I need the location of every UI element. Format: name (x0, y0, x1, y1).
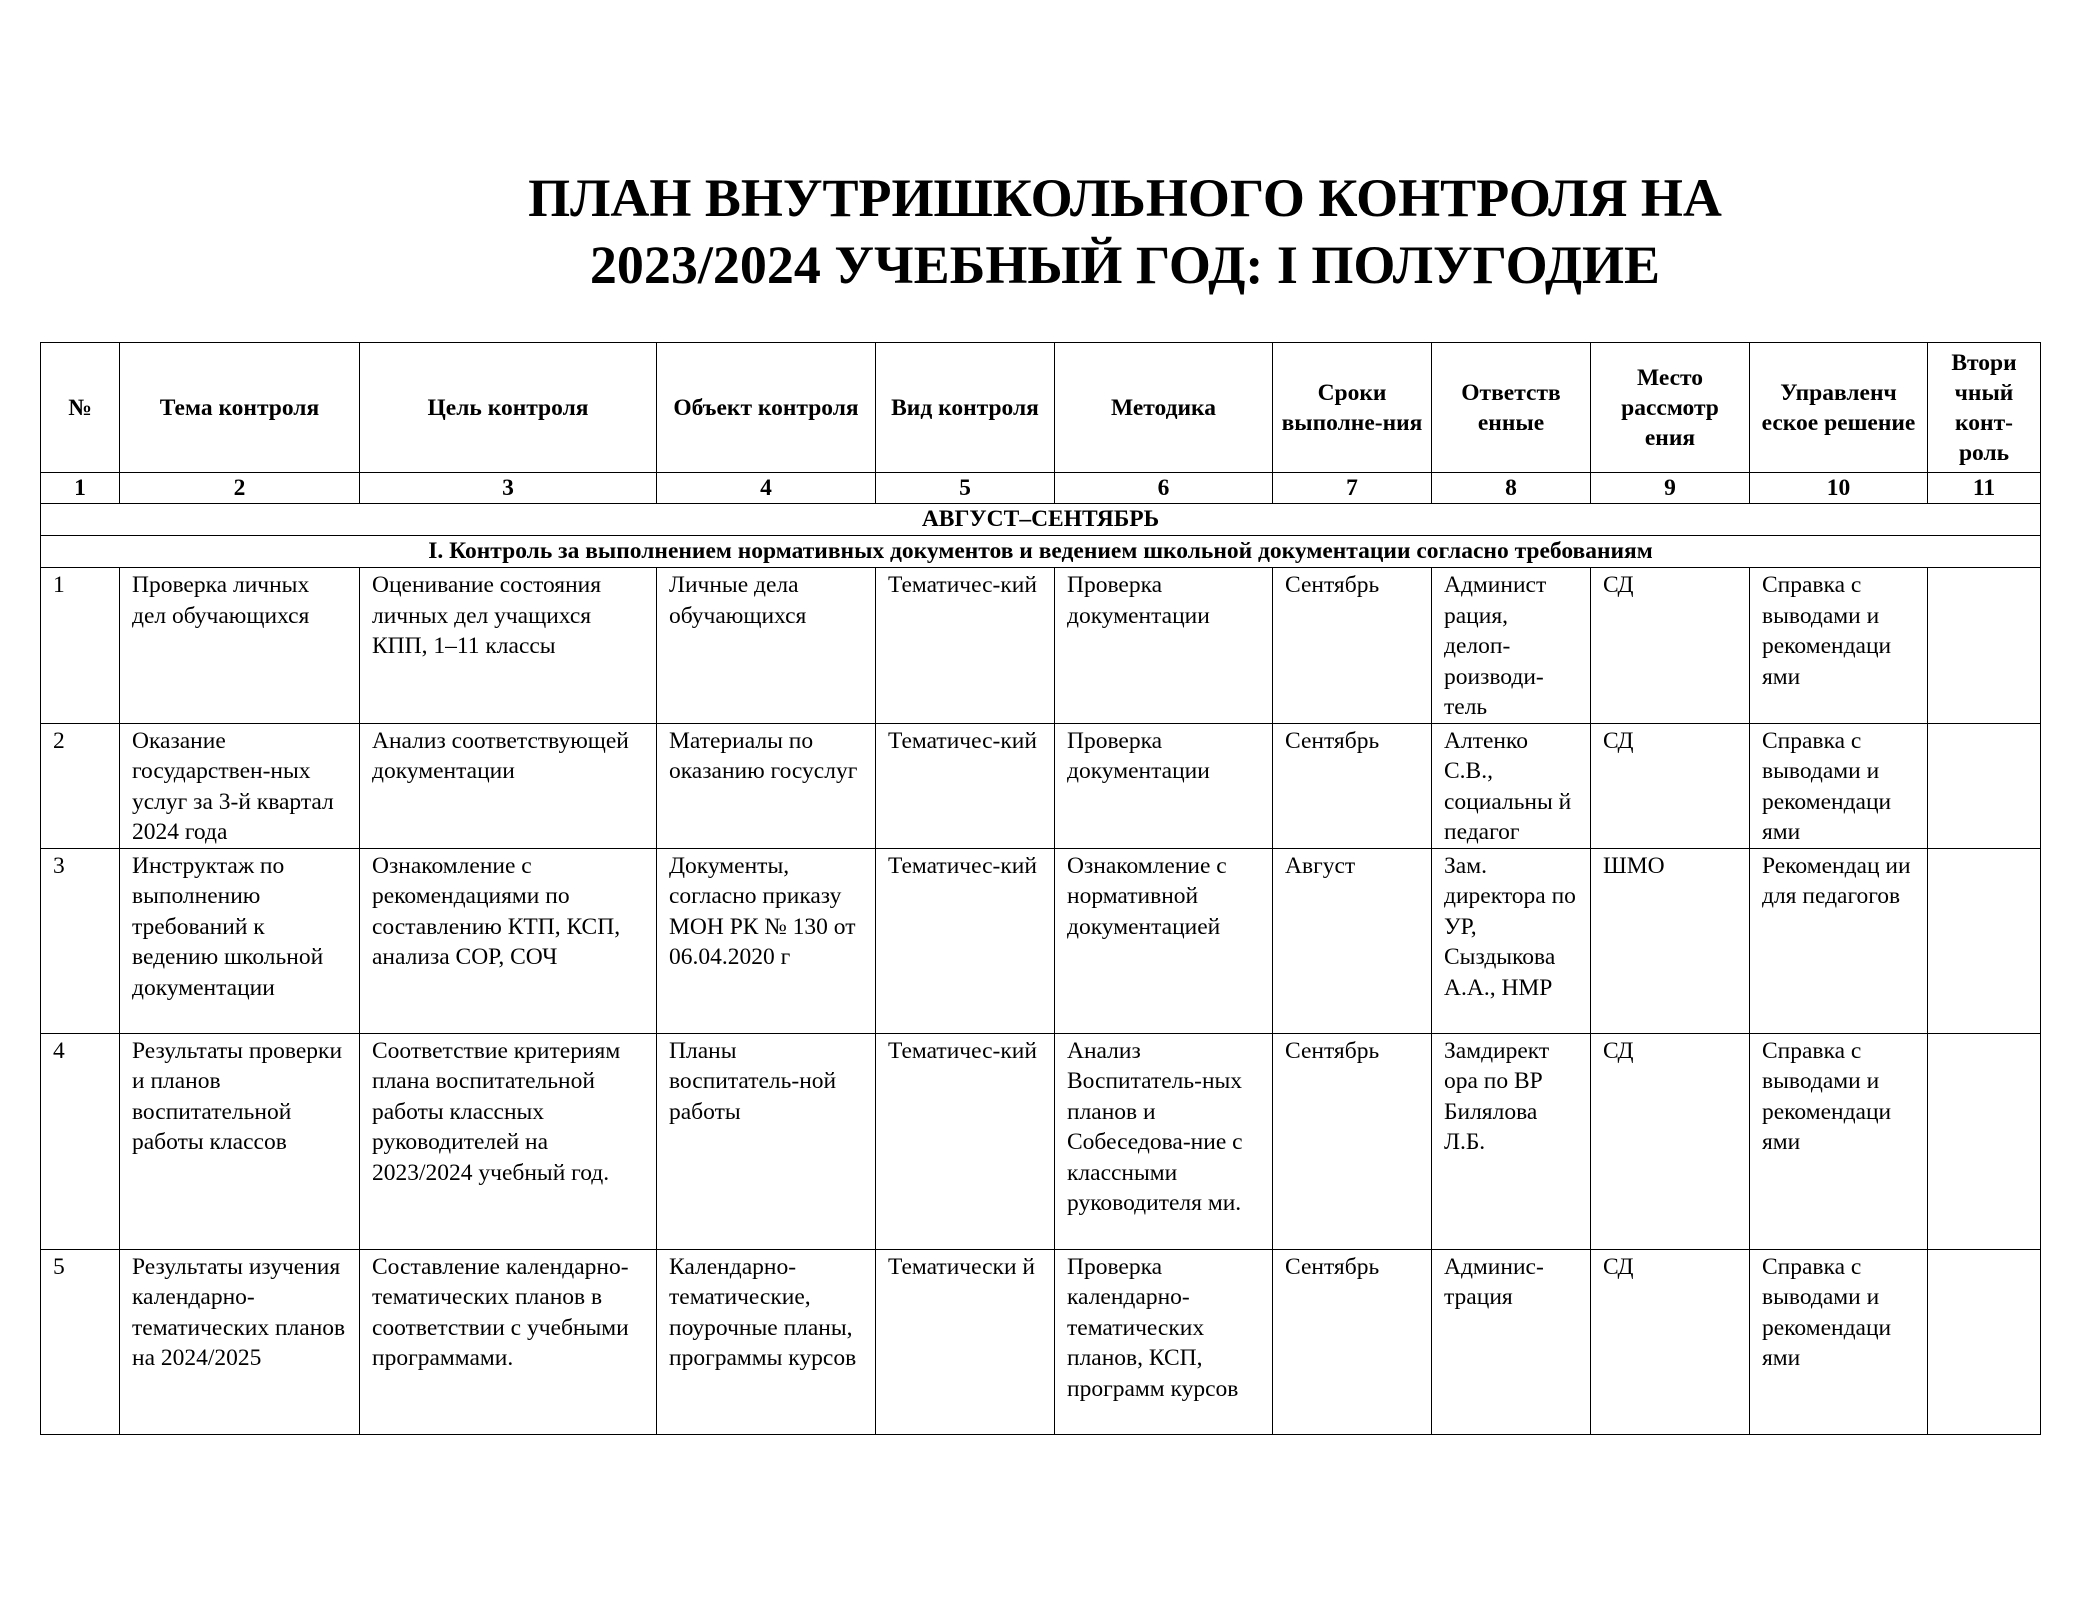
cell-method: Проверка документации (1055, 568, 1273, 724)
header-no: № (41, 343, 120, 473)
cell-place: СД (1591, 1033, 1750, 1249)
header-decision: Управленч еское решение (1750, 343, 1928, 473)
row-number: 1 (41, 568, 120, 724)
cell-object: Календарно-тематические, поурочные планы, программы курсов (657, 1249, 876, 1434)
cell-goal: Оценивание состояния личных дел учащихся КПП, 1–11 классы (360, 568, 657, 724)
header-kind: Вид контроля (876, 343, 1055, 473)
cell-goal: Соответствие критериям плана воспитательной работы классных руководителей на 2023/2024 учебный год. (360, 1033, 657, 1249)
month-row (41, 504, 2041, 536)
row-number: 5 (41, 1249, 120, 1434)
cell-method: Проверка документации (1055, 723, 1273, 848)
cell-deadline: Сентябрь (1273, 568, 1432, 724)
cell-deadline: Сентябрь (1273, 1033, 1432, 1249)
cell-object: Планы воспитатель-ной работы (657, 1033, 876, 1249)
title-line-2: 2023/2024 УЧЕБНЫЙ ГОД: I ПОЛУГОДИЕ (589, 235, 1661, 295)
cell-place: СД (1591, 568, 1750, 724)
row-number: 3 (41, 848, 120, 1033)
cell-goal: Анализ соответствующей документации (360, 723, 657, 848)
cell-object: Личные дела обучающихся (657, 568, 876, 724)
cell-topic: Оказание государствен-ных услуг за 3-й квартал 2024 года (120, 723, 360, 848)
cell-topic: Проверка личных дел обучающихся (120, 568, 360, 724)
column-number: 2 (120, 473, 360, 504)
cell-object: Документы, согласно приказу МОН РК № 130 от 06.04.2020 г (657, 848, 876, 1033)
cell-deadline: Сентябрь (1273, 723, 1432, 848)
section-row (41, 536, 2041, 568)
cell-topic: Результаты проверки и планов воспитательной работы классов (120, 1033, 360, 1249)
cell-topic: Результаты изучения календарно-тематических планов на 2024/2025 (120, 1249, 360, 1434)
column-number: 10 (1750, 473, 1928, 504)
column-number: 1 (41, 473, 120, 504)
cell-method: Анализ Воспитатель-ных планов и Собеседова-ние с классными руководителя ми. (1055, 1033, 1273, 1249)
cell-responsible: Админис-трация (1432, 1249, 1591, 1434)
cell-object: Материалы по оказанию госуслуг (657, 723, 876, 848)
cell-deadline: Август (1273, 848, 1432, 1033)
cell-place: СД (1591, 723, 1750, 848)
column-number: 11 (1928, 473, 2041, 504)
header-secondary: Втори чный конт-роль (1928, 343, 2041, 473)
control-plan-table (40, 342, 2041, 1435)
cell-secondary (1928, 848, 2041, 1033)
row-number: 2 (41, 723, 120, 848)
header-goal: Цель контроля (360, 343, 657, 473)
row-number: 4 (41, 1033, 120, 1249)
cell-responsible: Зам. директора по УР, Сыздыкова А.А., НМР (1432, 848, 1591, 1033)
header-method: Методика (1055, 343, 1273, 473)
header-responsible: Ответств енные (1432, 343, 1591, 473)
page-title (440, 165, 1810, 299)
column-number: 9 (1591, 473, 1750, 504)
section-label: I. Контроль за выполнением нормативных документов и ведением школьной документации согласно требованиям (41, 536, 2041, 568)
cell-kind: Тематичес-кий (876, 1033, 1055, 1249)
cell-deadline: Сентябрь (1273, 1249, 1432, 1434)
cell-responsible: Алтенко С.В., социальны й педагог (1432, 723, 1591, 848)
cell-decision: Справка с выводами и рекомендаци ями (1750, 568, 1928, 724)
cell-secondary (1928, 1033, 2041, 1249)
cell-secondary (1928, 1249, 2041, 1434)
cell-kind: Тематичес-кий (876, 723, 1055, 848)
title-line-1: ПЛАН ВНУТРИШКОЛЬНОГО КОНТРОЛЯ НА (528, 168, 1722, 228)
month-label: АВГУСТ–СЕНТЯБРЬ (41, 504, 2041, 536)
column-number: 3 (360, 473, 657, 504)
cell-secondary (1928, 568, 2041, 724)
header-topic: Тема контроля (120, 343, 360, 473)
cell-place: ШМО (1591, 848, 1750, 1033)
cell-decision: Справка с выводами и рекомендаци ями (1750, 723, 1928, 848)
cell-responsible: Админист рация, делоп-роизводи-тель (1432, 568, 1591, 724)
column-number: 7 (1273, 473, 1432, 504)
cell-place: СД (1591, 1249, 1750, 1434)
cell-decision: Рекомендац ии для педагогов (1750, 848, 1928, 1033)
cell-topic: Инструктаж по выполнению требований к ведению школьной документации (120, 848, 360, 1033)
column-number: 4 (657, 473, 876, 504)
column-number: 6 (1055, 473, 1273, 504)
cell-decision: Справка с выводами и рекомендаци ями (1750, 1249, 1928, 1434)
cell-goal: Составление календарно-тематических планов в соответствии с учебными программами. (360, 1249, 657, 1434)
header-row (41, 343, 2041, 473)
table-row (41, 1249, 2041, 1434)
column-number: 8 (1432, 473, 1591, 504)
cell-secondary (1928, 723, 2041, 848)
table-row (41, 568, 2041, 724)
header-place: Место рассмотр ения (1591, 343, 1750, 473)
header-object: Объект контроля (657, 343, 876, 473)
cell-decision: Справка с выводами и рекомендаци ями (1750, 1033, 1928, 1249)
column-number: 5 (876, 473, 1055, 504)
cell-responsible: Замдирект ора по ВР Билялова Л.Б. (1432, 1033, 1591, 1249)
column-number-row (41, 473, 2041, 504)
header-deadline: Сроки выполне-ния (1273, 343, 1432, 473)
cell-kind: Тематичес-кий (876, 848, 1055, 1033)
cell-method: Ознакомление с нормативной документацией (1055, 848, 1273, 1033)
table-row (41, 848, 2041, 1033)
table-row (41, 1033, 2041, 1249)
cell-goal: Ознакомление с рекомендациями по составлению КТП, КСП, анализа СОР, СОЧ (360, 848, 657, 1033)
cell-kind: Тематичес-кий (876, 568, 1055, 724)
cell-method: Проверка календарно-тематических планов, КСП, программ курсов (1055, 1249, 1273, 1434)
table-row (41, 723, 2041, 848)
cell-kind: Тематически й (876, 1249, 1055, 1434)
